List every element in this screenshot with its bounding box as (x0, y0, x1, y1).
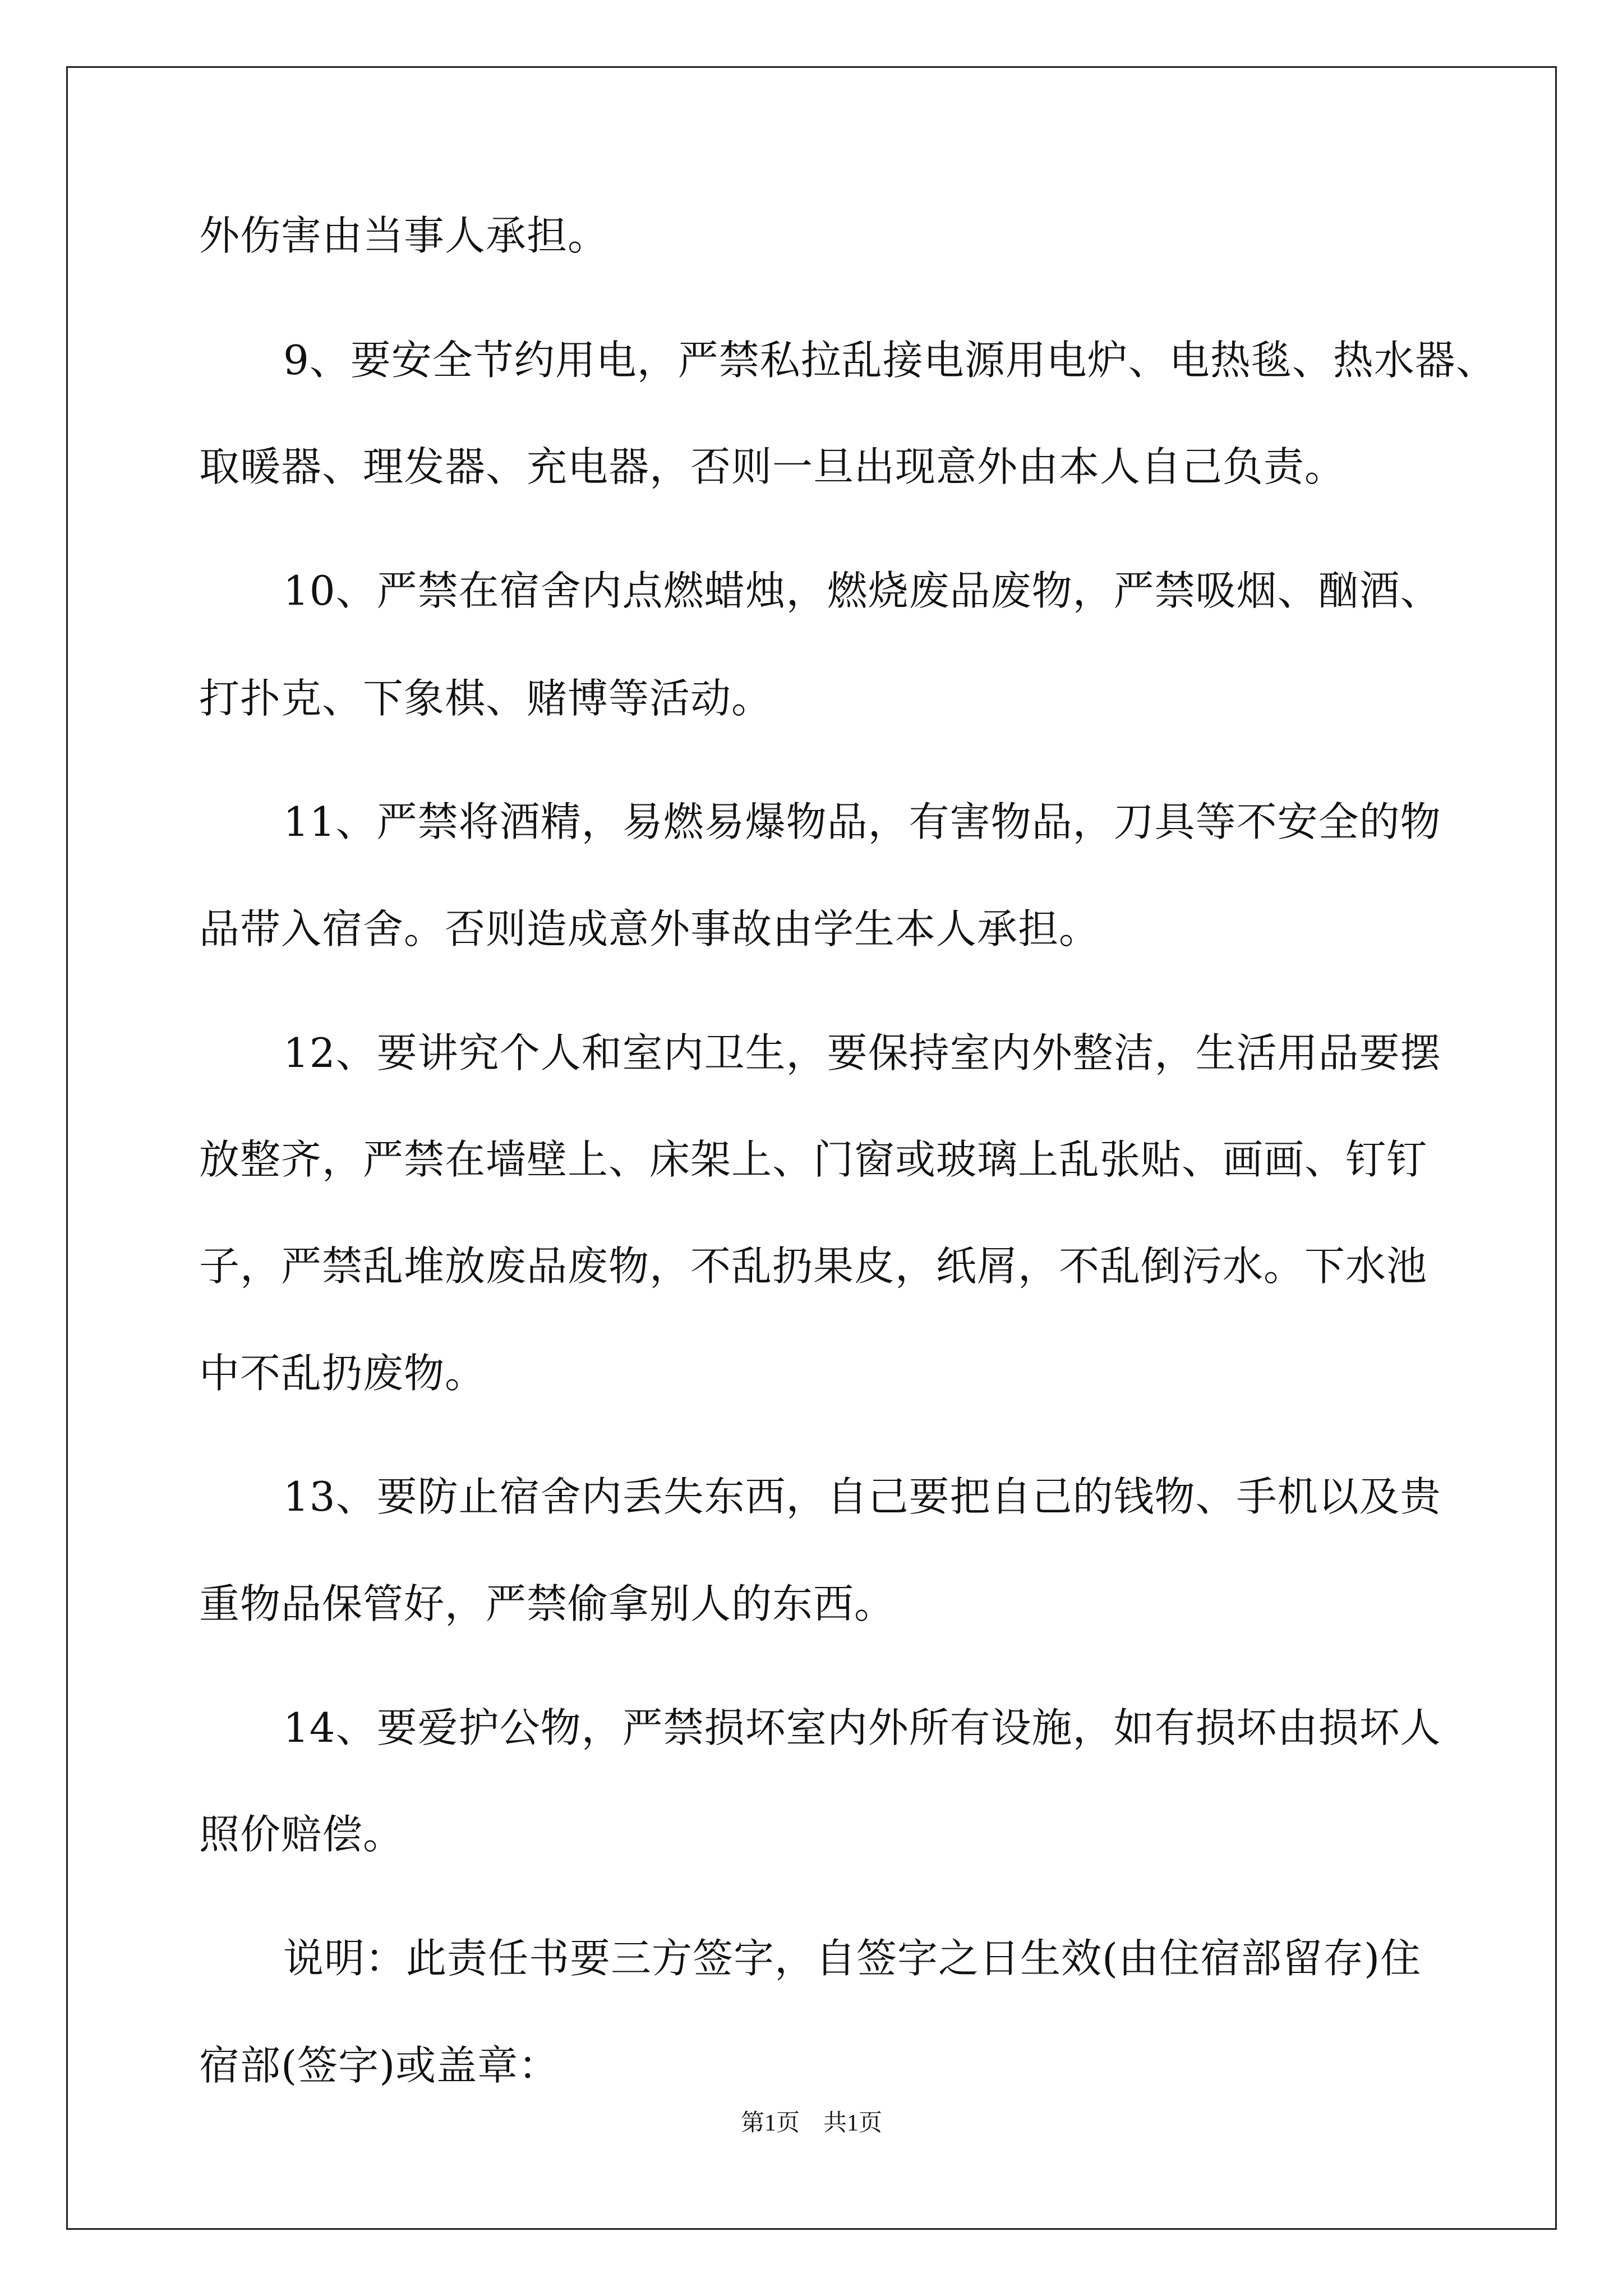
text-line: 打扑克、下象棋、赌博等活动。 (199, 675, 773, 722)
text-line: 外伤害由当事人承担。 (199, 212, 609, 259)
text-line: 12、要讲究个人和室内卫生，要保持室内外整洁，生活用品要摆 (283, 1029, 1441, 1076)
text-line: 品带入宿舍。否则造成意外事故由学生本人承担。 (199, 905, 1100, 953)
page-number-footer: 第1页 共1页 (740, 2110, 882, 2136)
text-line: 9、要安全节约用电，严禁私拉乱接电源用电炉、电热毯、热水器、 (283, 337, 1497, 384)
text-line: 说明：此责任书要三方签字，自签字之日生效(由住宿部留存)住 (283, 1935, 1422, 1982)
text-line: 放整齐，严禁在墙壁上、床架上、门窗或玻璃上乱张贴、画画、钉钉 (199, 1136, 1428, 1183)
text-line: 13、要防止宿舍内丢失东西，自己要把自己的钱物、手机以及贵 (283, 1473, 1441, 1520)
text-line: 子，严禁乱堆放废品废物，不乱扔果皮，纸屑，不乱倒污水。下水池 (199, 1243, 1428, 1290)
text-line: 14、要爱护公物，严禁损坏室内外所有设施，如有损坏由损坏人 (283, 1704, 1441, 1751)
text-line: 重物品保管好，严禁偷拿别人的东西。 (199, 1580, 896, 1627)
text-line: 10、严禁在宿舍内点燃蜡烛，燃烧废品废物，严禁吸烟、酗酒、 (283, 567, 1441, 614)
text-line: 取暖器、理发器、充电器，否则一旦出现意外由本人自己负责。 (199, 443, 1346, 490)
text-line: 照价赔偿。 (199, 1811, 404, 1858)
text-line: 宿部(签字)或盖章： (199, 2042, 560, 2089)
text-line: 11、严禁将酒精，易燃易爆物品，有害物品，刀具等不安全的物 (283, 798, 1441, 845)
text-line: 中不乱扔废物。 (199, 1350, 486, 1397)
